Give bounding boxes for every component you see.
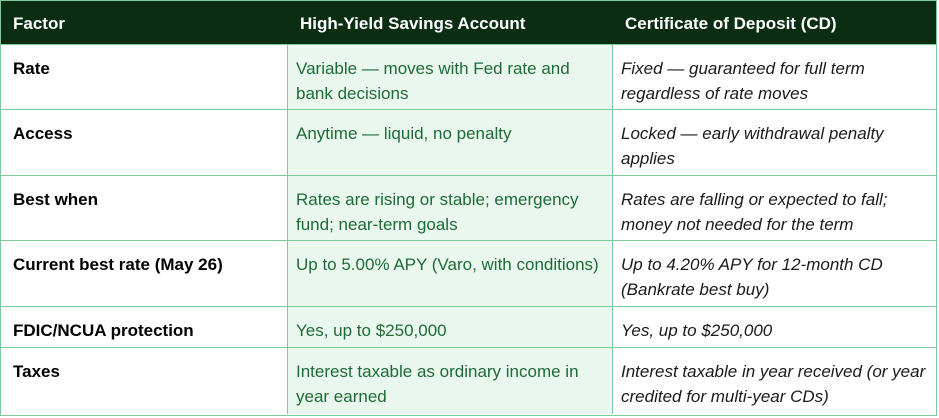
header-cd: Certificate of Deposit (CD) (613, 1, 936, 45)
row-cd-current-rate: Up to 4.20% APY for 12-month CD (Bankrate best buy) (613, 241, 936, 307)
row-factor-access: Access (1, 110, 288, 176)
header-factor: Factor (1, 1, 288, 45)
row-hysa-protection: Yes, up to $250,000 (288, 307, 613, 348)
row-cd-best-when: Rates are falling or expected to fall; money not needed for the term (613, 176, 936, 241)
row-factor-taxes: Taxes (1, 348, 288, 414)
row-cd-protection: Yes, up to $250,000 (613, 307, 936, 348)
row-factor-current-rate: Current best rate (May 26) (1, 241, 288, 307)
row-hysa-current-rate: Up to 5.00% APY (Varo, with conditions) (288, 241, 613, 307)
row-hysa-access: Anytime — liquid, no penalty (288, 110, 613, 176)
row-cd-rate: Fixed — guaranteed for full term regardless of rate moves (613, 45, 936, 110)
row-cd-taxes: Interest taxable in year received (or year credited for multi-year CDs) (621, 362, 926, 406)
header-hysa: High-Yield Savings Account (288, 1, 613, 45)
row-cd-access: Locked — early withdrawal penalty applies (613, 110, 936, 176)
row-factor-rate: Rate (1, 45, 288, 110)
row-factor-best-when: Best when (1, 176, 288, 241)
row-factor-protection: FDIC/NCUA protection (1, 307, 288, 348)
row-hysa-rate: Variable — moves with Fed rate and bank decisions (288, 45, 613, 110)
row-hysa-taxes: Interest taxable as ordinary income in year earned (288, 348, 613, 414)
row-hysa-best-when: Rates are rising or stable; emergency fund; near-term goals (288, 176, 613, 241)
